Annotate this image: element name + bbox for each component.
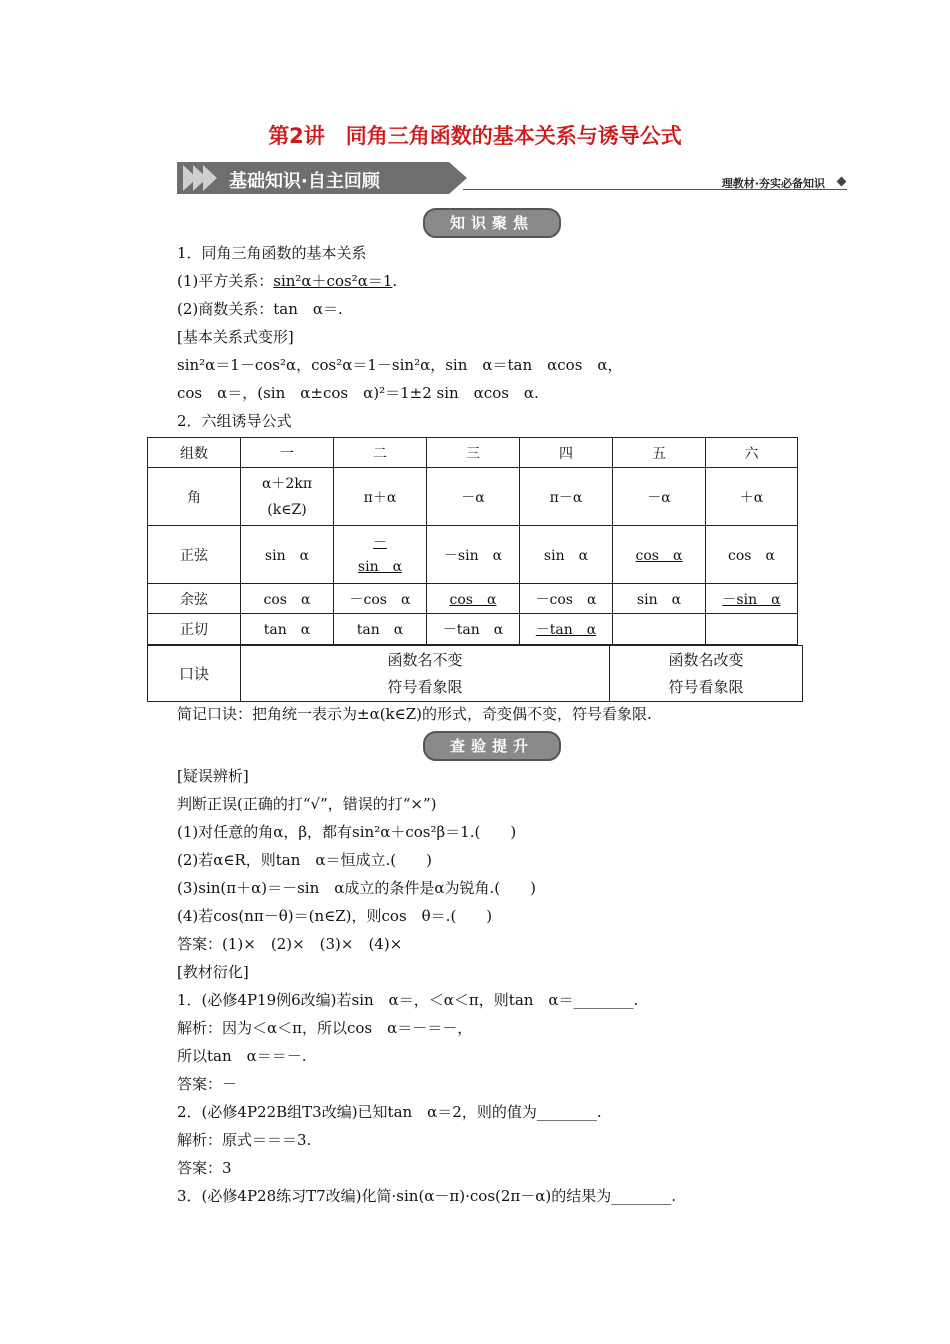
table-row-angle (148, 468, 798, 526)
table-cell: ＋α (706, 468, 798, 526)
check-line: [教材衍化] (177, 963, 249, 981)
table-cell: －α (613, 468, 706, 526)
table-cell: －cos α (334, 584, 427, 614)
exercise-line: 3．(必修4P28练习T7改编)化简·sin(α－π)·cos(2π－α)的结果为________. (177, 1187, 677, 1205)
table-cell (520, 614, 613, 645)
table-cell: 四 (520, 438, 613, 468)
table-cell (613, 526, 706, 584)
table-cell: π＋α (334, 468, 427, 526)
tangent-four-answer: －tan α (535, 622, 597, 638)
table-cell: －sin α (427, 526, 520, 584)
mnemonic-summary: 简记口诀：把角统一表示为±α(k∈Z)的形式，奇变偶不变，符号看象限. (177, 705, 652, 723)
table-cell (241, 468, 334, 526)
induction-formula-table (147, 437, 798, 645)
check-line: (1)对任意的角α，β，都有sin²α＋cos²β＝1.( ) (177, 823, 517, 841)
table-cell: cos α (241, 584, 334, 614)
mnemonic-cell-unchanged (240, 645, 610, 702)
mnemonic-label: 口诀 (147, 645, 241, 702)
table-cell (706, 614, 798, 645)
exercise-line: 1．(必修4P19例6改编)若sin α＝，＜α＜π，则tan α＝________. (177, 991, 639, 1009)
mnemonic-text: 函数名改变 (668, 651, 744, 669)
knowledge-line-2 (177, 271, 397, 291)
table-cell: sin α (613, 584, 706, 614)
answer-line: 答案：(1)× (2)× (3)× (4)× (177, 935, 403, 953)
mnemonic-text: 符号看象限 (387, 678, 463, 696)
check-line: [疑误辨析] (177, 767, 249, 785)
table-cell: sin α (520, 526, 613, 584)
table-cell: 五 (613, 438, 706, 468)
answer-line: 答案：3 (177, 1159, 232, 1177)
sine-five-answer: cos α (635, 547, 683, 564)
table-cell: －tan α (427, 614, 520, 645)
table-cell: 组数 (148, 438, 241, 468)
page-title: 第2讲 同角三角函数的基本关系与诱导公式 (268, 124, 682, 148)
answer-line: 答案：－ (177, 1075, 238, 1093)
section-banner (177, 160, 847, 196)
table-cell: 六 (706, 438, 798, 468)
sine-two-line-2: sin α (357, 558, 403, 575)
check-line: 判断正误(正确的打“√”，错误的打“×”) (177, 795, 437, 813)
table-cell: sin α (241, 526, 334, 584)
banner-subtitle: 理教材·夯实必备知识 (721, 177, 825, 190)
table-cell: 角 (148, 468, 241, 526)
check-line: (4)若cos(nπ－θ)＝(n∈Z)，则cos θ＝.( ) (177, 907, 493, 925)
knowledge-line-2-prefix: (1)平方关系： (177, 272, 274, 290)
table-cell: tan α (334, 614, 427, 645)
knowledge-line-2-suffix: . (392, 272, 398, 290)
knowledge-line-7: 2．六组诱导公式 (177, 412, 292, 430)
table-cell: 一 (241, 438, 334, 468)
table-row-tangent (148, 614, 798, 645)
cosine-six-answer: －sin α (722, 591, 781, 608)
knowledge-line-1: 1．同角三角函数的基本关系 (177, 244, 367, 262)
section-check-title: 查验提升 (423, 731, 561, 761)
table-row-cosine (148, 584, 798, 614)
knowledge-line-2-answer: sin²α＋cos²α＝1 (273, 272, 393, 290)
table-cell: π－α (520, 468, 613, 526)
solution-line: 解析：原式＝＝＝3. (177, 1131, 312, 1149)
check-line: (2)若α∈R，则tan α＝恒成立.( ) (177, 851, 433, 869)
table-cell: 三 (427, 438, 520, 468)
table-cell: 正切 (148, 614, 241, 645)
solution-line: 所以tan α＝＝－. (177, 1047, 307, 1065)
table-cell: 余弦 (148, 584, 241, 614)
mnemonic-text: 符号看象限 (668, 678, 744, 696)
solution-line: 解析：因为＜α＜π，所以cos α＝－＝－， (177, 1019, 473, 1037)
table-cell (706, 584, 798, 614)
mnemonic-text: 函数名不变 (387, 651, 463, 669)
sine-two-line-1: － (373, 534, 387, 551)
knowledge-line-3: (2)商数关系：tan α＝. (177, 300, 343, 318)
table-cell: －α (427, 468, 520, 526)
banner-title: 基础知识·自主回顾 (229, 171, 380, 192)
angle-line-1: α＋2kπ (261, 475, 313, 492)
table-cell: tan α (241, 614, 334, 645)
table-cell (613, 614, 706, 645)
knowledge-line-4: [基本关系式变形] (177, 328, 294, 346)
check-line: (3)sin(π＋α)＝－sin α成立的条件是α为锐角.( ) (177, 879, 536, 897)
table-cell (427, 584, 520, 614)
exercise-line: 2．(必修4P22B组T3改编)已知tan α＝2，则的值为________. (177, 1103, 602, 1121)
table-cell: 正弦 (148, 526, 241, 584)
cosine-three-answer: cos α (449, 591, 497, 608)
table-cell: cos α (706, 526, 798, 584)
table-cell (334, 526, 427, 584)
diamond-icon (837, 177, 847, 187)
section-knowledge-title: 知识聚焦 (423, 208, 561, 238)
knowledge-line-6: cos α＝，(sin α±cos α)²＝1±2 sin αcos α. (177, 384, 539, 402)
table-row-sine (148, 526, 798, 584)
table-cell: 二 (334, 438, 427, 468)
mnemonic-row (147, 645, 803, 703)
mnemonic-cell-changed (609, 645, 803, 702)
table-row-header (148, 438, 798, 468)
knowledge-line-5: sin²α＝1－cos²α，cos²α＝1－sin²α，sin α＝tan αcos α， (177, 356, 623, 374)
angle-line-2: (k∈Z) (267, 501, 307, 518)
table-cell: －cos α (520, 584, 613, 614)
